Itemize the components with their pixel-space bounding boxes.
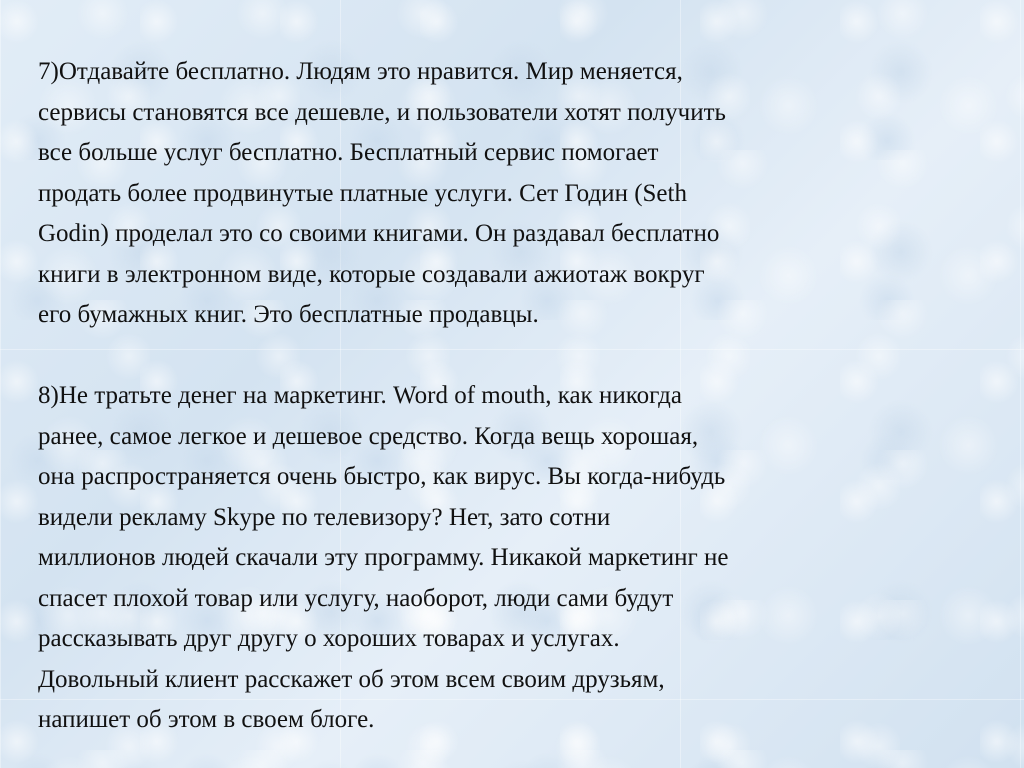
text-line: его бумажных книг. Это бесплатные продавцы. (38, 301, 539, 328)
text-line: сервисы становятся все дешевле, и пользователи хотят получить (38, 98, 726, 126)
text-line: 7)Отдавайте бесплатно. Людям это нравится. Мир меняется, (38, 58, 683, 85)
text-line: рассказывать друг другу о хороших товарах и услугах. (38, 625, 620, 652)
text-line: Godin) проделал это со своими книгами. Он раздавал бесплатно (38, 220, 720, 247)
text-line: Довольный клиент расскажет об этом всем своим друзьям, (38, 665, 665, 693)
text-line: ранее, самое легкое и дешевое средство. Когда вещь хорошая, (38, 422, 699, 450)
text-line: видели рекламу Skype по телевизору? Нет, зато сотни (38, 503, 611, 531)
paragraph-7 (38, 52, 998, 336)
text-line: она распространяется очень быстро, как вирус. Вы когда-нибудь (38, 463, 726, 490)
text-line: напишет об этом в своем блоге. (38, 706, 375, 733)
text-line: книги в электронном виде, которые создавали ажиотаж вокруг (38, 260, 705, 288)
slide-body (38, 52, 998, 752)
text-line: миллионов людей скачали эту программу. Никакой маркетинг не (38, 544, 729, 571)
text-line: продать более продвинутые платные услуги. Сет Годин (Seth (38, 179, 687, 207)
text-line: 8)Не тратьте денег на маркетинг. Word of mouth, как никогда (38, 382, 682, 409)
text-line: спасет плохой товар или услугу, наоборот, люди сами будут (38, 584, 674, 612)
paragraph-8 (38, 376, 998, 741)
text-line: все больше услуг бесплатно. Бесплатный сервис помогает (38, 139, 659, 166)
